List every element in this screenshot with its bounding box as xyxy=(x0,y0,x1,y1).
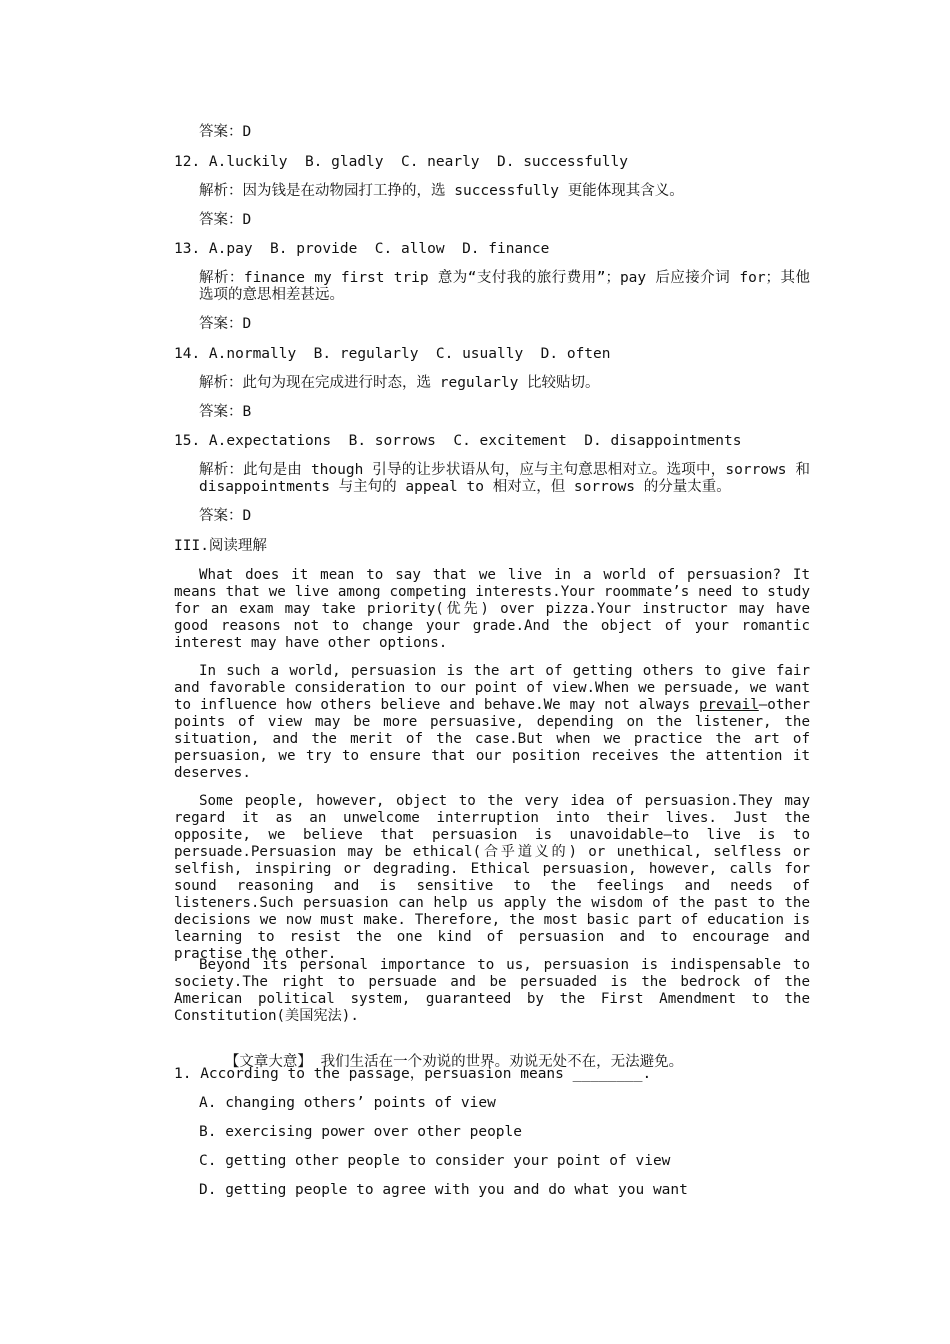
passage-paragraph-2 xyxy=(174,663,810,782)
question-1-option-a: A. changing others’ points of view xyxy=(199,1095,496,1111)
question-14-options: 14. A.normally B. regularly C. usually D. often xyxy=(174,346,611,362)
question-12-options: 12. A.luckily B. gladly C. nearly D. successfully xyxy=(174,154,628,170)
paragraph-2-text-after: —other points of view may be more persuasive, depending on the listener, the situation, and the merit of the case.But when we practice the art of persuasion, we try to ensure that our position receives the attention it deserves. xyxy=(174,697,810,781)
question-14-answer: 答案：B xyxy=(199,404,252,420)
passage-paragraph-4 xyxy=(174,957,810,1025)
passage-paragraph-1 xyxy=(174,567,810,652)
summary-text: 我们生活在一个劝说的世界。劝说无处不在，无法避免。 xyxy=(311,1054,684,1070)
summary-label: 【文章大意】 xyxy=(224,1054,312,1070)
question-13-explanation: 解析：finance my first trip 意为“支付我的旅行费用”；pay 后应接介词 for；其他选项的意思相差甚远。 xyxy=(199,270,810,303)
question-1-option-d: D. getting people to agree with you and do what you want xyxy=(199,1182,688,1198)
question-15-explanation: 解析：此句是由 though 引导的让步状语从句，应与主句意思相对立。选项中，sorrows 和 disappointments 与主句的 appeal to 相对立，但 sorrows 的分量太重。 xyxy=(199,462,810,495)
paragraph-3-text: Some people, however, object to the very idea of persuasion.They may regard it as an unwelcome interruption into their lives. Just the opposite, we believe that persuasion is unavoidable—to live is to persuade.Persuasion may be ethical(合乎道义的) or unethical, selfless or selfish, inspiring or degrading. Ethical persuasion, however, calls for sound reasoning and is sensitive to the feelings and needs of listeners.Such persuasion can help us apply the wisdom of the past to the decisions we now must make. Therefore, the most basic part of education is learning to resist the one kind of persuasion and to encourage and practise the other. xyxy=(174,793,810,962)
question-13-answer: 答案：D xyxy=(199,316,252,332)
passage-paragraph-3 xyxy=(174,793,810,963)
paragraph-4-text: Beyond its personal importance to us, persuasion is indispensable to society.The right to persuade and be persuaded is the bedrock of the American political system, guaranteed by the First Amendment to the Constitution(美国宪法). xyxy=(174,957,810,1024)
answer-line: 答案：D xyxy=(199,124,252,140)
question-1-option-b: B. exercising power over other people xyxy=(199,1124,523,1140)
question-14-explanation: 解析：此句为现在完成进行时态，选 regularly 比较贴切。 xyxy=(199,375,600,391)
question-1-stem: 1. According to the passage，persuasion means ________. xyxy=(174,1066,652,1082)
question-1-option-c: C. getting other people to consider your point of view xyxy=(199,1153,671,1169)
question-15-answer: 答案：D xyxy=(199,508,252,524)
paragraph-1-text: What does it mean to say that we live in a world of persuasion? It means that we live among competing interests.Your roommate’s need to study for an exam may take priority(优先) over pizza.Your instructor may have good reasons not to change your grade.And the object of your romantic interest may have other options. xyxy=(174,567,810,651)
question-15-options: 15. A.expectations B. sorrows C. excitement D. disappointments xyxy=(174,433,742,449)
question-12-explanation: 解析：因为钱是在动物园打工挣的，选 successfully 更能体现其含义。 xyxy=(199,183,684,199)
question-13-options: 13. A.pay B. provide C. allow D. finance xyxy=(174,241,550,257)
section-heading: III.阅读理解 xyxy=(174,538,267,554)
paragraph-2-text-before: In such a world, persuasion is the art of getting others to give fair and favorable consideration to our point of view.When we persuade, we want to influence how others believe and behave.We may not always xyxy=(174,663,810,713)
question-12-answer: 答案：D xyxy=(199,212,252,228)
underlined-word: prevail xyxy=(698,697,759,713)
